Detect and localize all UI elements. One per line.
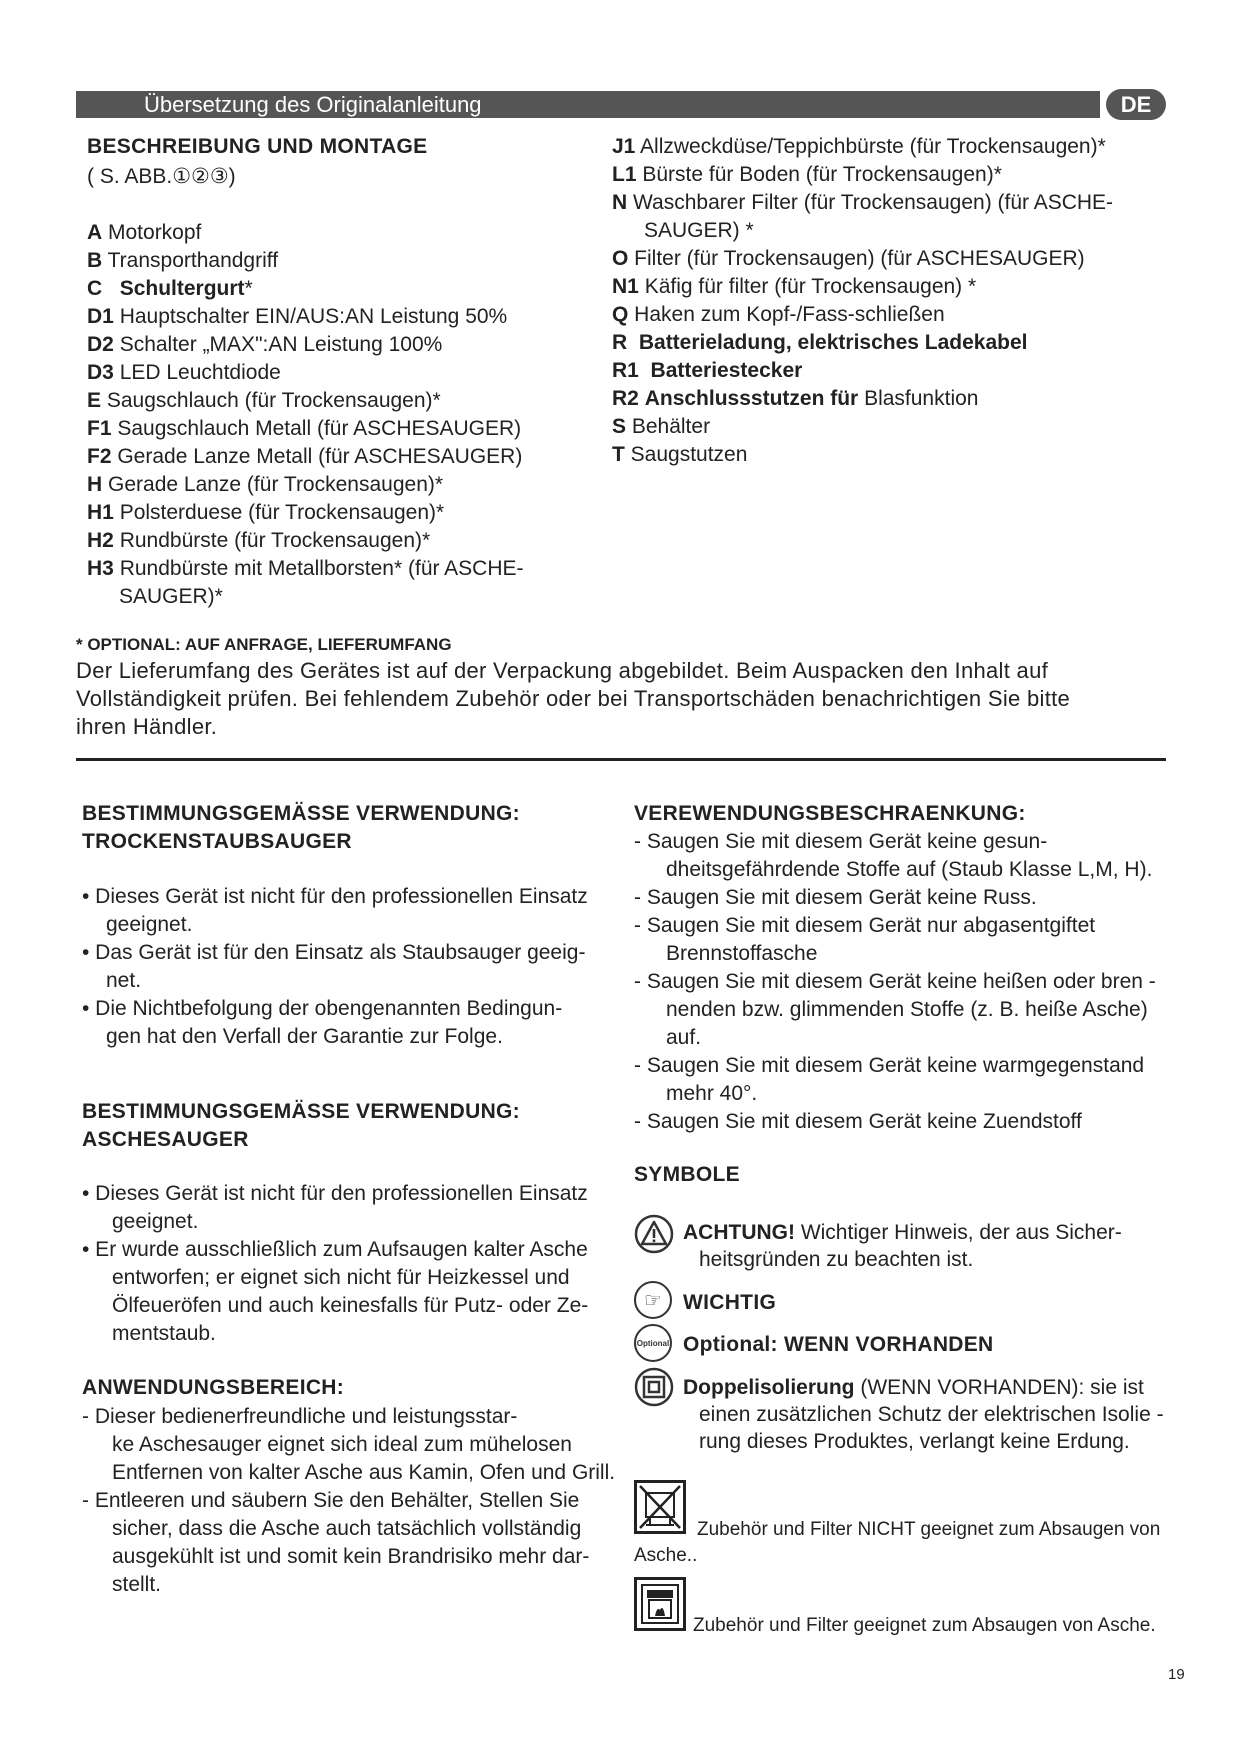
attention-text-cont: heitsgründen zu beachten ist. <box>699 1248 974 1271</box>
warning-icon <box>634 1214 674 1259</box>
not-suitable-text-cont: Asche.. <box>634 1545 698 1566</box>
list-line: ke Aschesauger eignet sich ideal zum mühelosen <box>112 1433 572 1456</box>
part-item: N1 Käfig für filter (für Trockensaugen) * <box>612 275 977 298</box>
list-line: geeignet. <box>112 1210 199 1233</box>
part-item: H2 Rundbürste (für Trockensaugen)* <box>87 529 431 552</box>
part-item: F2 Gerade Lanze Metall (für ASCHESAUGER) <box>87 445 523 468</box>
not-suitable-text: Zubehör und Filter NICHT geeignet zum Absaugen von <box>697 1519 1161 1540</box>
part-item: H Gerade Lanze (für Trockensaugen)* <box>87 473 444 496</box>
part-item-continuation: SAUGER)* <box>119 585 223 608</box>
part-item: D3 LED Leuchtdiode <box>87 361 281 384</box>
description-subheading: ( S. ABB.①②③) <box>87 165 236 188</box>
list-line: • Dieses Gerät ist nicht für den professionellen Einsatz <box>82 1182 588 1205</box>
list-line: stellt. <box>112 1573 162 1596</box>
list-line: ausgekühlt ist und somit kein Brandrisiko mehr dar- <box>112 1545 590 1568</box>
list-line: • Das Gerät ist für den Einsatz als Staubsauger geeig- <box>82 941 586 964</box>
application-heading: ANWENDUNGSBEREICH: <box>82 1376 345 1399</box>
optional-icon: Optional <box>634 1324 672 1362</box>
restrictions-list <box>634 828 1156 1136</box>
double-insulation-text: Doppelisolierung (WENN VORHANDEN): sie ist <box>683 1376 1144 1399</box>
suitable-text: Zubehör und Filter geeignet zum Absaugen von Asche. <box>693 1615 1156 1636</box>
use-ash-subheading: ASCHESAUGER <box>82 1128 249 1151</box>
list-line: mentstaub. <box>112 1322 216 1345</box>
list-line: nenden bzw. glimmenden Stoffe (z. B. heiße Asche) <box>666 998 1148 1021</box>
restrictions-heading: VEREWENDUNGSBESCHRAENKUNG: <box>634 802 1026 825</box>
part-item: H1 Polsterduese (für Trockensaugen)* <box>87 501 445 524</box>
symbols-heading: SYMBOLE <box>634 1163 740 1186</box>
use-ash-heading: BESTIMMUNGSGEMÄSSE VERWENDUNG: <box>82 1100 520 1123</box>
part-item: C Schultergurt* <box>87 277 253 300</box>
double-insulation-cont: einen zusätzlichen Schutz der elektrischen Isolie - <box>699 1403 1164 1426</box>
list-line: mehr 40°. <box>666 1082 758 1105</box>
application-list <box>82 1403 615 1599</box>
section-divider <box>76 758 1166 761</box>
list-line: gen hat den Verfall der Garantie zur Folge. <box>106 1025 503 1048</box>
use-ash-list <box>82 1180 588 1348</box>
part-item: J1 Allzweckdüse/Teppichbürste (für Trockensaugen)* <box>612 135 1106 158</box>
part-item: N Waschbarer Filter (für Trockensaugen) (für ASCHE- <box>612 191 1114 214</box>
use-dry-subheading: TROCKENSTAUBSAUGER <box>82 830 352 853</box>
use-dry-list <box>82 883 588 1051</box>
list-line: Brennstoffasche <box>666 942 818 965</box>
header-title: Übersetzung des Originalanleitung <box>144 92 482 117</box>
list-line: - Dieser bedienerfreundliche und leistungsstar- <box>82 1405 518 1428</box>
list-line: • Die Nichtbefolgung der obengenannten Bedingun- <box>82 997 563 1020</box>
list-line: entworfen; er eignet sich nicht für Heizkessel und <box>112 1266 570 1289</box>
part-item-continuation: SAUGER) * <box>644 219 754 242</box>
delivery-line: Vollständigkeit prüfen. Bei fehlendem Zubehör oder bei Transportschäden benachrichtigen Sie bitte <box>76 686 1071 711</box>
list-line: - Saugen Sie mit diesem Gerät keine heißen oder bren - <box>634 970 1156 993</box>
part-item: D2 Schalter „MAX":AN Leistung 100% <box>87 333 443 356</box>
use-dry-heading: BESTIMMUNGSGEMÄSSE VERWENDUNG: <box>82 802 520 825</box>
parts-list-left <box>87 219 524 611</box>
part-item: R Batterieladung, elektrisches Ladekabel <box>612 331 1028 354</box>
part-item: A Motorkopf <box>87 221 202 244</box>
optional-note: * OPTIONAL: AUF ANFRAGE, LIEFERUMFANG <box>76 635 452 654</box>
hand-pointer-icon: ☞ <box>634 1281 672 1319</box>
optional-label: Optional: WENN VORHANDEN <box>683 1333 994 1356</box>
double-insulation-cont: rung dieses Produktes, verlangt keine Erdung. <box>699 1430 1130 1453</box>
list-line: - Saugen Sie mit diesem Gerät keine gesun- <box>634 830 1048 853</box>
list-line: • Dieses Gerät ist nicht für den professionellen Einsatz <box>82 885 588 908</box>
part-item: O Filter (für Trockensaugen) (für ASCHESAUGER) <box>612 247 1085 270</box>
part-item: H3 Rundbürste mit Metallborsten* (für ASCHE- <box>87 557 524 580</box>
list-line: Ölfeueröfen und auch keinesfalls für Putz- oder Ze- <box>112 1294 589 1317</box>
part-item: S Behälter <box>612 415 711 438</box>
attention-text: ACHTUNG! Wichtiger Hinweis, der aus Sicher- <box>683 1221 1122 1244</box>
list-line: sicher, dass die Asche auch tatsächlich vollständig <box>112 1517 582 1540</box>
page-number: 19 <box>1168 1666 1185 1683</box>
part-item: Q Haken zum Kopf-/Fass-schließen <box>612 303 945 326</box>
list-line: net. <box>106 969 142 992</box>
list-line: Entfernen von kalter Asche aus Kamin, Ofen und Grill. <box>112 1461 616 1484</box>
part-item: R2 Anschlussstutzen für Blasfunktion <box>612 387 979 410</box>
part-item: L1 Bürste für Boden (für Trockensaugen)* <box>612 163 1002 186</box>
list-line: dheitsgefährdende Stoffe auf (Staub Klasse L,M, H). <box>666 858 1153 881</box>
language-badge: DE <box>1106 89 1166 120</box>
part-item: B Transporthandgriff <box>87 249 279 272</box>
part-item: D1 Hauptschalter EIN/AUS:AN Leistung 50% <box>87 305 508 328</box>
list-line: - Saugen Sie mit diesem Gerät keine warmgegenstand <box>634 1054 1145 1077</box>
delivery-line: ihren Händler. <box>76 714 218 739</box>
list-line: - Entleeren und säubern Sie den Behälter, Stellen Sie <box>82 1489 580 1512</box>
header-bar <box>76 91 1100 118</box>
list-line: auf. <box>666 1026 702 1049</box>
important-label: WICHTIG <box>683 1291 777 1314</box>
ash-suitable-icon <box>634 1577 686 1631</box>
list-line: - Saugen Sie mit diesem Gerät nur abgasentgiftet <box>634 914 1096 937</box>
part-item: T Saugstutzen <box>612 443 748 466</box>
delivery-line: Der Lieferumfang des Gerätes ist auf der Verpackung abgebildet. Beim Auspacken den Inhalt auf <box>76 658 1049 683</box>
ash-not-suitable-icon <box>634 1480 686 1534</box>
list-line: geeignet. <box>106 913 193 936</box>
list-line: • Er wurde ausschließlich zum Aufsaugen kalter Asche <box>82 1238 588 1261</box>
part-item: R1 Batteriestecker <box>612 359 803 382</box>
delivery-paragraph <box>76 657 1070 741</box>
list-line: - Saugen Sie mit diesem Gerät keine Zuendstoff <box>634 1110 1082 1133</box>
part-item: E Saugschlauch (für Trockensaugen)* <box>87 389 441 412</box>
parts-list-right <box>612 133 1113 469</box>
double-insulation-icon <box>634 1367 674 1412</box>
description-heading: BESCHREIBUNG UND MONTAGE <box>87 135 428 158</box>
list-line: - Saugen Sie mit diesem Gerät keine Russ. <box>634 886 1037 909</box>
part-item: F1 Saugschlauch Metall (für ASCHESAUGER) <box>87 417 522 440</box>
